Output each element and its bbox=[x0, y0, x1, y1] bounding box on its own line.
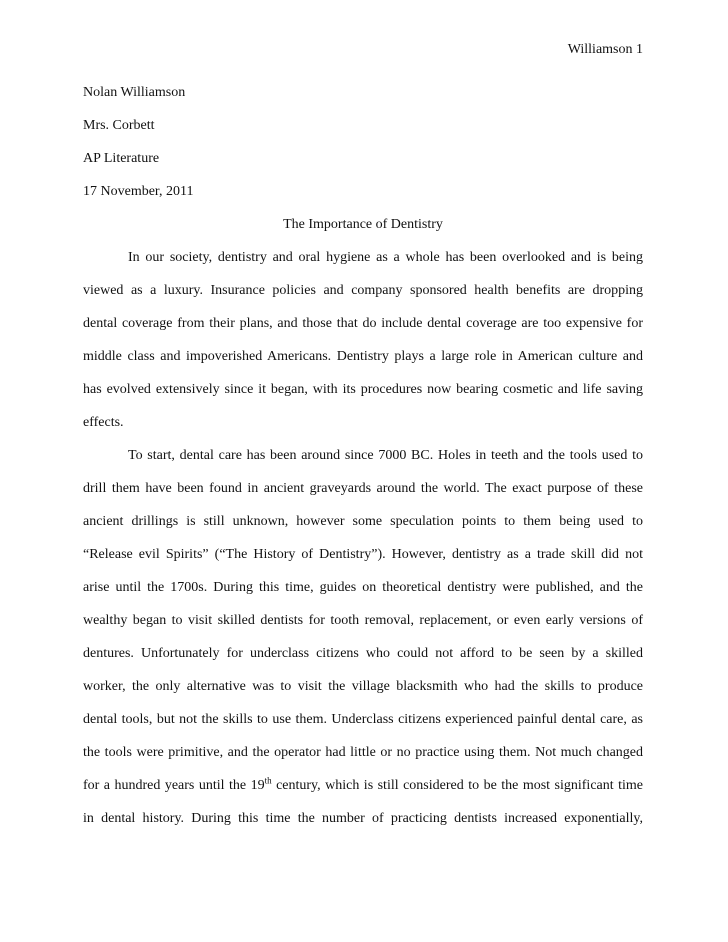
paragraph-line: To start, dental care has been around since 7000 BC. Holes in teeth and the tools used to bbox=[128, 448, 643, 463]
document-body bbox=[83, 85, 643, 844]
paragraph-line: worker, the only alternative was to visit the village blacksmith who had the skills to produce bbox=[83, 679, 643, 694]
paragraph-line: “Release evil Spirits” (“The History of Dentistry”). However, dentistry as a trade skill did not bbox=[83, 547, 643, 562]
paragraph-line: in dental history. During this time the number of practicing dentists increased exponentially, bbox=[83, 811, 643, 826]
author-name: Nolan Williamson bbox=[83, 85, 186, 100]
line-text-before: for a hundred years until the 19 bbox=[83, 778, 265, 793]
paragraph-line: drill them have been found in ancient graveyards around the world. The exact purpose of these bbox=[83, 481, 643, 496]
paragraph-line: has evolved extensively since it began, with its procedures now bearing cosmetic and life saving bbox=[83, 382, 643, 397]
paragraph-line: viewed as a luxury. Insurance policies and company sponsored health benefits are dropping bbox=[83, 283, 643, 298]
paragraph-line: arise until the 1700s. During this time, guides on theoretical dentistry were published, and the bbox=[83, 580, 643, 595]
paragraph-line: ancient drillings is still unknown, however some speculation points to them being used to bbox=[83, 514, 643, 529]
paragraph-line: wealthy began to visit skilled dentists for tooth removal, replacement, or even early versions of bbox=[83, 613, 643, 628]
page-header: Williamson 1 bbox=[567, 42, 643, 57]
course-name: AP Literature bbox=[83, 151, 160, 166]
paragraph-2 bbox=[83, 448, 643, 844]
essay-date: 17 November, 2011 bbox=[83, 184, 194, 199]
paragraph-line: middle class and impoverished Americans. Dentistry plays a large role in American culture and bbox=[83, 349, 643, 364]
line-text-after: century, which is still considered to be the most significant time bbox=[271, 778, 643, 793]
paragraph-line: effects. bbox=[83, 415, 124, 430]
paragraph-line: In our society, dentistry and oral hygiene as a whole has been overlooked and is being bbox=[128, 250, 643, 265]
essay-title: The Importance of Dentistry bbox=[283, 217, 443, 232]
paragraph-1 bbox=[83, 250, 643, 448]
paragraph-line: dentures. Unfortunately for underclass citizens who could not afford to be seen by a skilled bbox=[83, 646, 643, 661]
paragraph-line-with-superscript bbox=[83, 775, 643, 811]
paragraph-line: dental tools, but not the skills to use them. Underclass citizens experienced painful dental care, as bbox=[83, 712, 643, 727]
paragraph-line: the tools were primitive, and the operator had little or no practice using them. Not much changed bbox=[83, 745, 643, 760]
teacher-name: Mrs. Corbett bbox=[83, 118, 155, 133]
ordinal-superscript: th bbox=[264, 775, 272, 786]
paragraph-line: dental coverage from their plans, and those that do include dental coverage are too expensive for bbox=[83, 316, 643, 331]
